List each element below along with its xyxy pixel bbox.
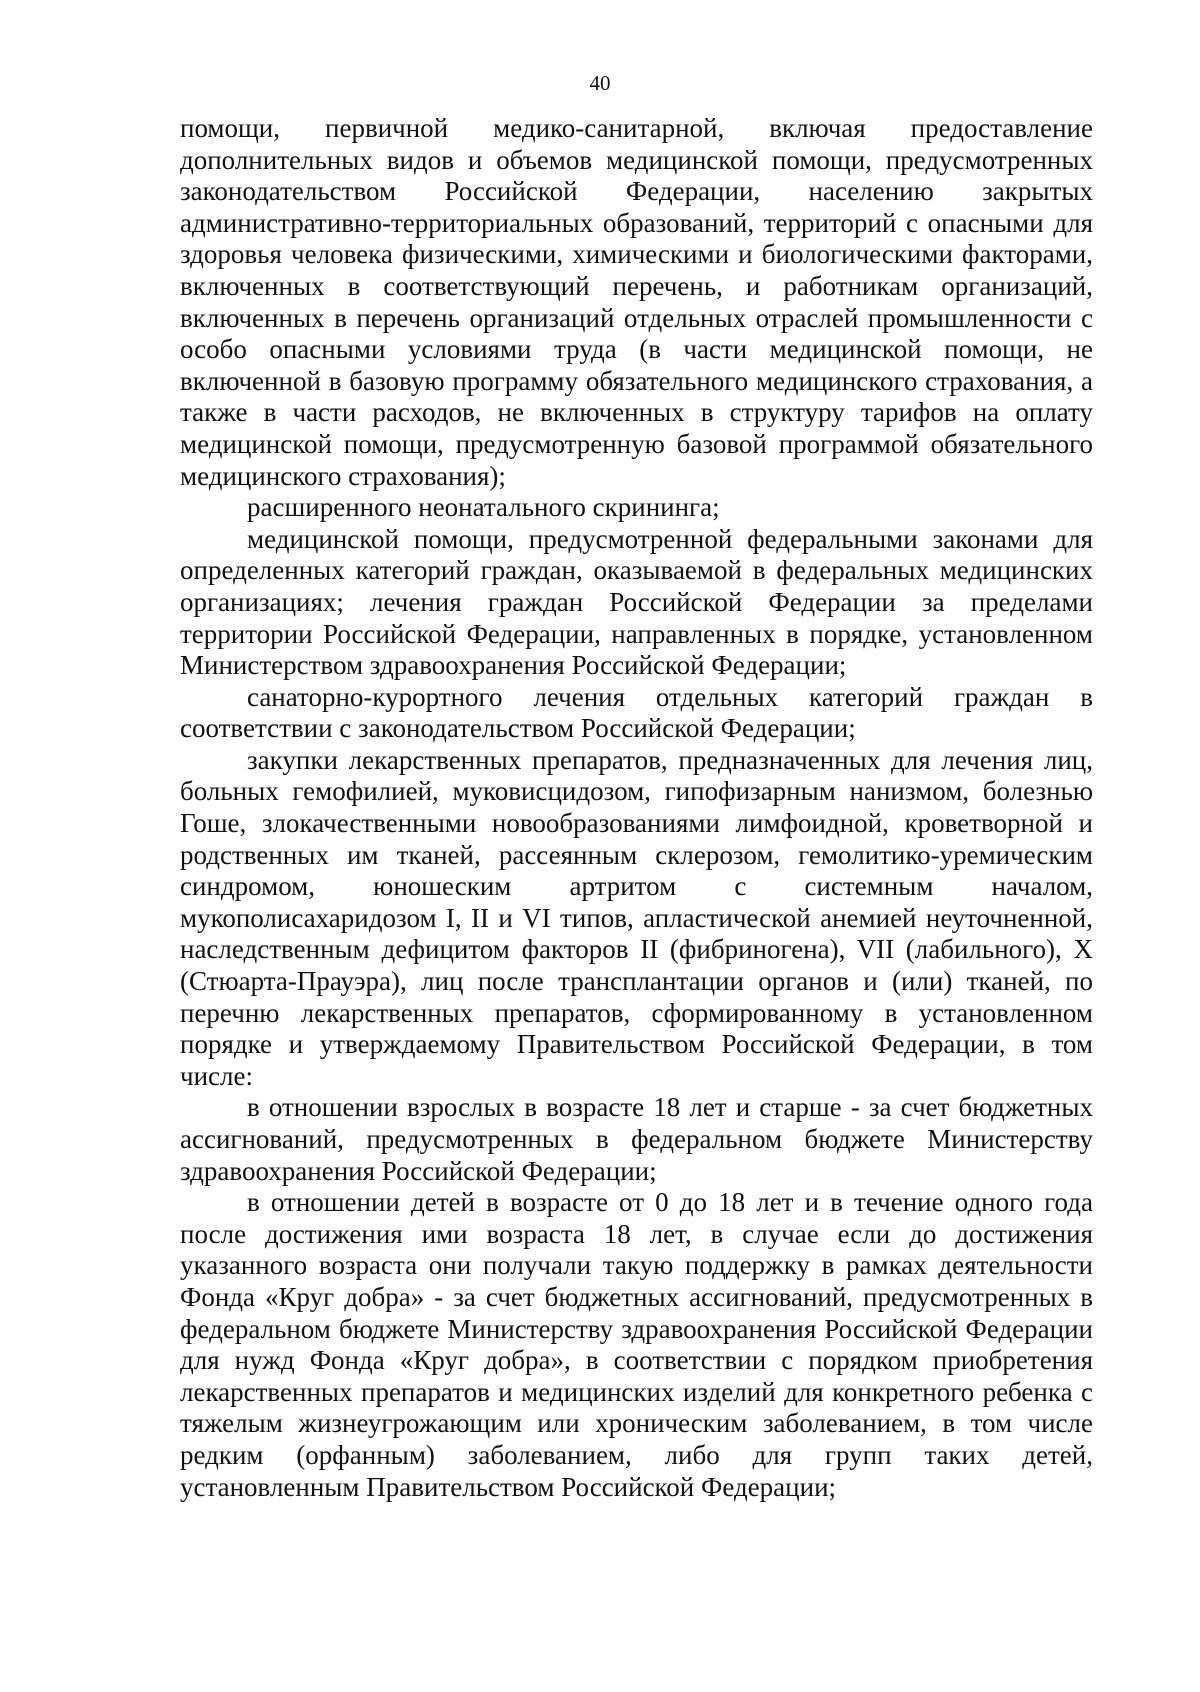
page-number: 40	[589, 71, 611, 95]
paragraph-4: санаторно-курортного лечения отдельных категорий граждан в соответствии с законодательством Российской Федерации;	[180, 681, 1093, 744]
paragraph-7: в отношении детей в возрасте от 0 до 18 лет и в течение одного года после достижения ими возраста 18 лет, в случае если до достижения указанного возраста они получали такую поддержку в рамках деятельности Фонда «Круг добра» - за счет бюджетных ассигнований, предусмотренных в федеральном бюджете Министерству здравоохранения Российской Федерации для нужд Фонда «Круг добра», в соответствии с порядком приобретения лекарственных препаратов и медицинских изделий для конкретного ребенка с тяжелым жизнеугрожающим или хроническим заболеванием, в том числе редким (орфанным) заболеванием, либо для групп таких детей, установленным Правительством Российской Федерации;	[180, 1187, 1093, 1502]
paragraph-1: помощи, первичной медико-санитарной, включая предоставление дополнительных видов и объемов медицинской помощи, предусмотренных законодательством Российской Федерации, населению закрытых административно-территориальных образований, территорий с опасными для здоровья человека физическими, химическими и биологическими факторами, включенных в соответствующий перечень, и работникам организаций, включенных в перечень организаций отдельных отраслей промышленности с особо опасными условиями труда (в части медицинской помощи, не включенной в базовую программу обязательного медицинского страхования, а также в части расходов, не включенных в структуру тарифов на оплату медицинской помощи, предусмотренную базовой программой обязательного медицинского страхования);	[180, 113, 1093, 491]
document-body	[180, 113, 1093, 1503]
paragraph-3: медицинской помощи, предусмотренной федеральными законами для определенных категорий граждан, оказываемой в федеральных медицинских организациях; лечения граждан Российской Федерации за пределами территории Российской Федерации, направленных в порядке, установленном Министерством здравоохранения Российской Федерации;	[180, 523, 1093, 681]
paragraph-5: закупки лекарственных препаратов, предназначенных для лечения лиц, больных гемофилией, муковисцидозом, гипофизарным нанизмом, болезнью Гоше, злокачественными новообразованиями лимфоидной, кроветворной и родственных им тканей, рассеянным склерозом, гемолитико-уремическим синдромом, юношеским артритом с системным началом, мукополисахаридозом I, II и VI типов, апластической анемией неуточненной, наследственным дефицитом факторов II (фибриногена), VII (лабильного), X (Стюарта-Прауэра), лиц после трансплантации органов и (или) тканей, по перечню лекарственных препаратов, сформированному в установленном порядке и утверждаемому Правительством Российской Федерации, в том числе:	[180, 744, 1093, 1091]
paragraph-6: в отношении взрослых в возрасте 18 лет и старше - за счет бюджетных ассигнований, предусмотренных в федеральном бюджете Министерству здравоохранения Российской Федерации;	[180, 1092, 1093, 1186]
paragraph-2: расширенного неонатального скрининга;	[247, 492, 720, 523]
